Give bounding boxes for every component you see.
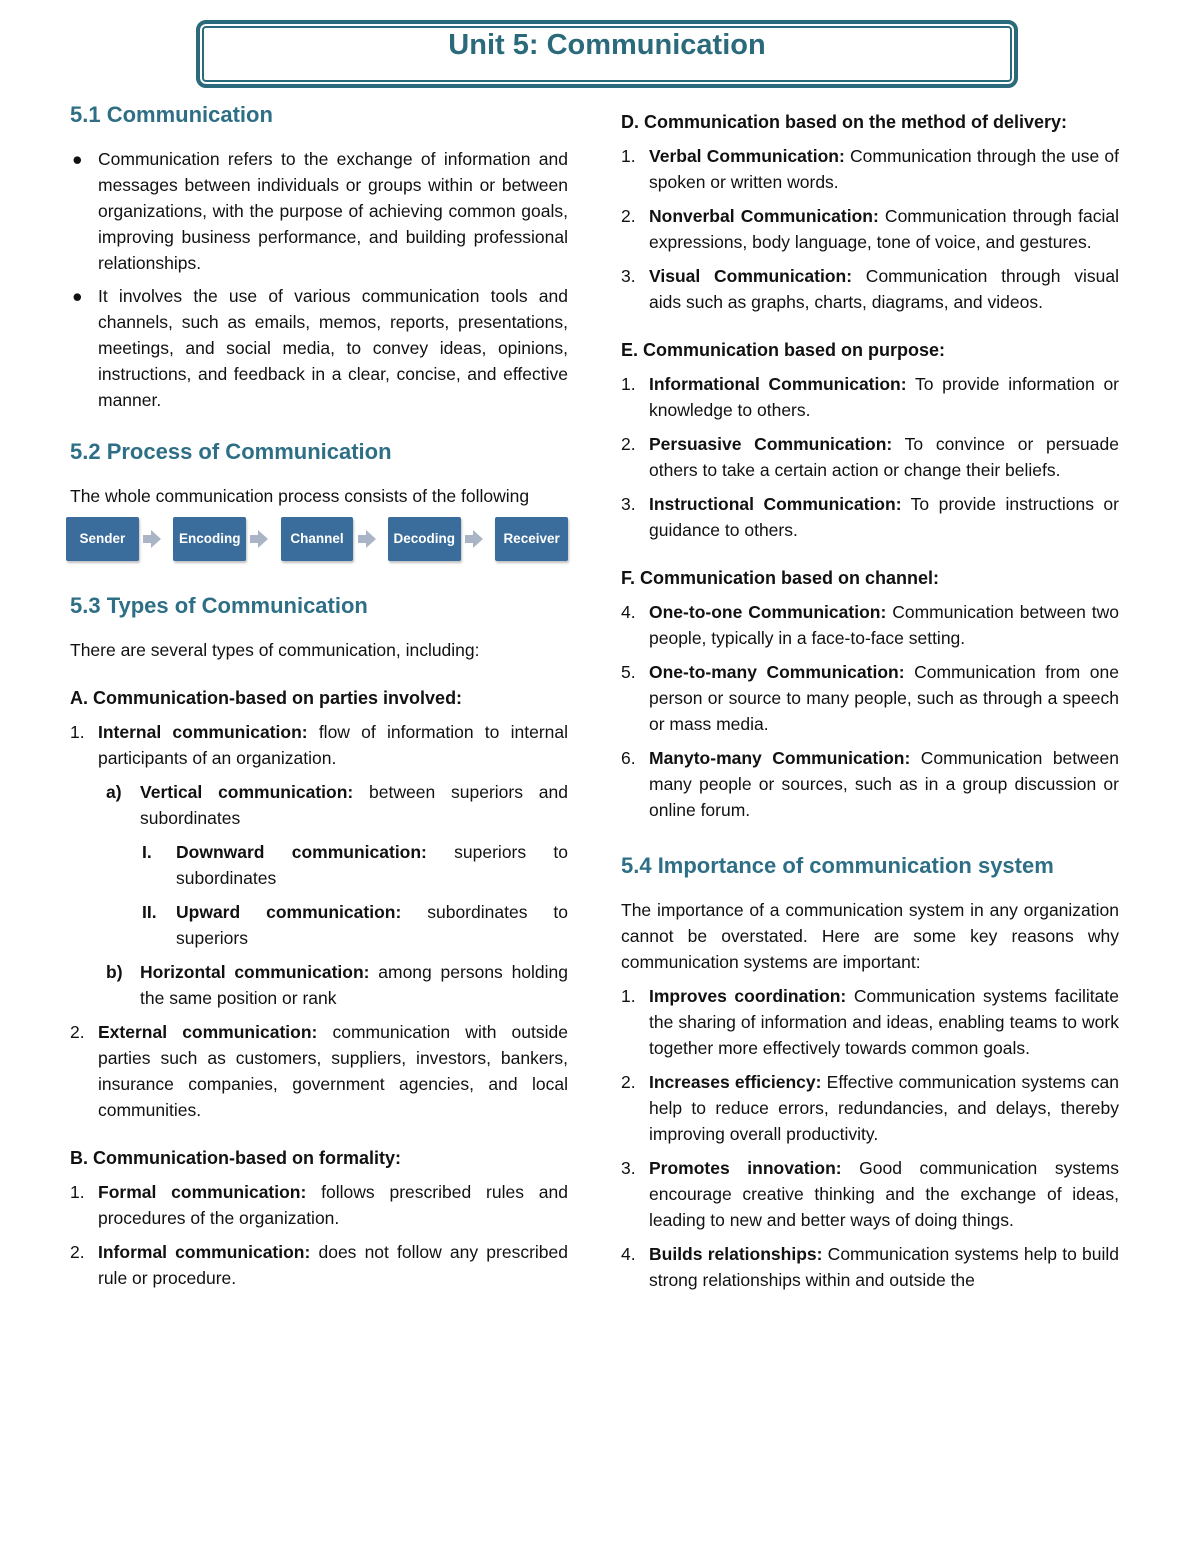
list-item: II. Upward communication: subordinates to superiors (142, 902, 568, 948)
list-item: 1. Improves coordination: Communication systems facilitate the sharing of information and ideas, enabling teams to work together more effectively towards common goals. (621, 986, 1119, 1058)
arrow-right-icon (246, 530, 280, 548)
bullet-icon: ● (72, 286, 83, 306)
arrow-right-icon (139, 530, 173, 548)
left-column (70, 100, 568, 1299)
bullet-icon: ● (72, 149, 83, 169)
section-heading-5-4: 5.4 Importance of communication system (621, 853, 1054, 878)
section-heading-5-2: 5.2 Process of Communication (70, 439, 392, 464)
list-item: 6. Manyto-many Communication: Communication between many people or sources, such as in a group discussion or online forum. (621, 748, 1119, 820)
section-heading-5-1: 5.1 Communication (70, 102, 273, 127)
subheading-b: B. Communication-based on formality: (70, 1148, 402, 1168)
list-item: 2. Informal communication: does not follow any prescribed rule or procedure. (70, 1242, 568, 1288)
list-item: 4. Builds relationships: Communication systems help to build strong relationships within and outside the (621, 1244, 1120, 1290)
section-heading-5-3: 5.3 Types of Communication (70, 593, 368, 618)
process-flow (66, 517, 568, 561)
flow-step-decoding: Decoding (388, 517, 461, 561)
subheading-f: F. Communication based on channel: (621, 568, 940, 588)
list-item: 1. Informational Communication: To provide information or knowledge to others. (621, 374, 1120, 420)
list-item: 1. Formal communication: follows prescribed rules and procedures of the organization. (70, 1182, 568, 1228)
list-item: 2. Increases efficiency: Effective communication systems can help to reduce errors, redundancies, and delays, thereby improving overall productivity. (621, 1072, 1119, 1144)
list-item: 3. Visual Communication: Communication through visual aids such as graphs, charts, diagrams, and videos. (621, 266, 1119, 312)
subheading-a: A. Communication-based on parties involved: (70, 688, 463, 708)
list-item: 4. One-to-one Communication: Communication between two people, typically in a face-to-face setting. (621, 602, 1120, 648)
list-item: 2. External communication: communication with outside parties such as customers, suppliers, investors, bankers, insurance companies, government agencies, and local communities. (70, 1022, 568, 1120)
list-item: 1. Internal communication: flow of information to internal participants of an organization. (70, 722, 569, 768)
list-item: 5. One-to-many Communication: Communication from one person or source to many people, such as through a speech or mass media. (621, 662, 1119, 734)
flow-step-sender: Sender (66, 517, 139, 561)
list-item: 2. Nonverbal Communication: Communication through facial expressions, body language, tone of voice, and gestures. (621, 206, 1119, 252)
list-item: 3. Instructional Communication: To provide instructions or guidance to others. (621, 494, 1119, 540)
flow-step-channel: Channel (281, 517, 354, 561)
page-title: Unit 5: Communication (448, 29, 766, 61)
list-item: b) Horizontal communication: among persons holding the same position or rank (106, 962, 569, 1008)
title-banner (196, 20, 1018, 88)
flow-step-receiver: Receiver (495, 517, 568, 561)
subheading-d: D. Communication based on the method of delivery: (621, 112, 1068, 132)
process-intro: The whole communication process consists of the following (70, 486, 530, 506)
list-item: 2. Persuasive Communication: To convince or persuade others to take a certain action or change their beliefs. (621, 434, 1119, 480)
types-intro: There are several types of communication, including: (70, 640, 480, 660)
list-item: 1. Verbal Communication: Communication through the use of spoken or written words. (621, 146, 1119, 192)
subheading-e: E. Communication based on purpose: (621, 340, 946, 360)
list-item: ● It involves the use of various communication tools and channels, such as emails, memos, reports, presentations, meetings, and social media, to convey ideas, opinions, instructions, and feedback in a clear, concise, and effective manner. (70, 283, 568, 413)
list-item: 3. Promotes innovation: Good communication systems encourage creative thinking and the exchange of ideas, leading to new and better ways of doing things. (621, 1158, 1119, 1230)
list-item: ● Communication refers to the exchange of information and messages between individuals or groups within or between organizations, with the purpose of achieving common goals, improving business performance, and building professional relationships. (70, 146, 568, 276)
arrow-right-icon (353, 530, 387, 548)
importance-intro: The importance of a communication system in any organization cannot be overstated. Here are some key reasons why communication systems are important: (621, 900, 1119, 972)
arrow-right-icon (461, 530, 495, 548)
communication-bullets (70, 146, 568, 413)
right-column (621, 100, 1119, 1301)
list-item: a) Vertical communication: between superiors and subordinates (106, 782, 569, 828)
list-item: I. Downward communication: superiors to subordinates (142, 842, 568, 888)
flow-step-encoding: Encoding (173, 517, 246, 561)
